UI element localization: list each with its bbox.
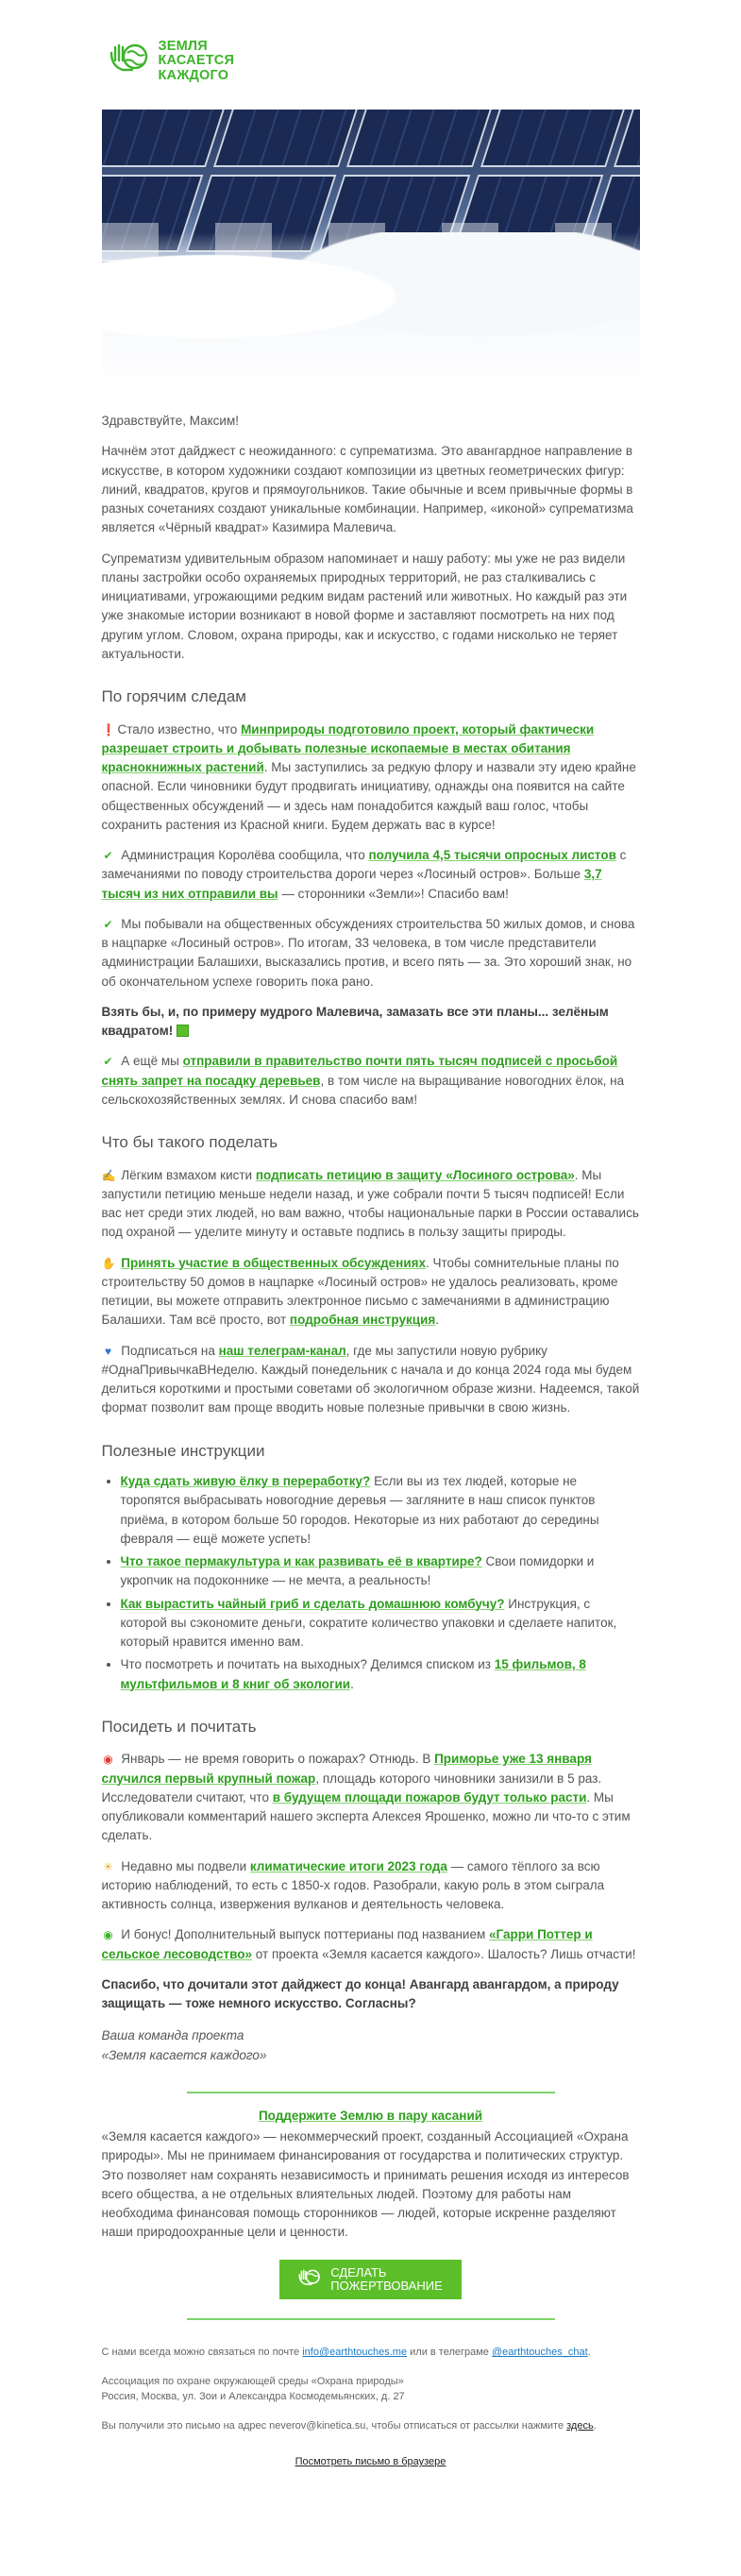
todo-item-2: ✋ Принять участие в общественных обсуждениях. Чтобы сомнительные планы по строительству 50 домов в нацпарке «Лосиный остров» не удалось реализовать, кроме петиции, вы можете отправить электронное письмо с замечаниями в администрацию Балашихи. Там всё просто, вот подробная инструкция.: [101, 1255, 619, 1328]
email-digest: [102, 0, 640, 2508]
list-item: • Что посмотреть и почитать на выходных? Делимся списком из 15 фильмов, 8 мультфильмов и 8 книг об экологии.: [121, 1655, 640, 1694]
hot-item-4: Взять бы, и, по примеру мудрого Малевича, замазать все эти планы... зелёным квадратом!: [101, 1004, 609, 1038]
intro-paragraph-1: Начнём этот дайджест с неожиданного: с супрематизма. Это авангардное направление в искусстве, в котором художники создают композиции из цветных геометрических фигур: линий, квадратов, кругов и прямоугольников. Такие обычные и всем привычные формы в разных сочетаниях создают уникальные комбинации. Например, «иконой» супрематизма является «Чёрный квадрат» Казимира Малевича.: [101, 444, 633, 535]
link-detailed-instruction[interactable]: подробная инструкция: [289, 1313, 436, 1328]
link-supporters-sent[interactable]: 3,7 тысяч из них отправили вы: [101, 867, 602, 901]
divider: [187, 2092, 555, 2093]
section-title-hot: По горячим следам: [101, 687, 246, 705]
red-circle-icon: ◉: [103, 1753, 113, 1767]
support-block: [102, 2092, 640, 2320]
support-title: [102, 2107, 640, 2126]
view-in-browser-link[interactable]: Посмотреть письмо в браузере: [295, 2456, 446, 2468]
link-climate-2023[interactable]: климатические итоги 2023 года: [249, 1858, 447, 1873]
todo-item-1: ✍ Лёгким взмахом кисти подписать петицию в защиту «Лосиного острова». Мы запустили петицию меньше недели назад, и уже собрали почти 5 тысяч подписей! Если вас нет среди этих людей, но вам важно, чтобы национальные парки в России оставались под охраной — уделите минуту и оставьте подпись в пользу защиты природы.: [101, 1167, 639, 1240]
link-petition-losiny[interactable]: подписать петицию в защиту «Лосиного острова»: [255, 1167, 575, 1182]
check-icon: ✔: [103, 917, 113, 931]
link-harry-potter[interactable]: «Гарри Поттер и сельское лесоводство»: [101, 1927, 593, 1961]
check-icon: ✔: [103, 1055, 113, 1069]
logo[interactable]: [109, 34, 640, 89]
earth-hand-logo-icon: [298, 2267, 323, 2292]
closing-text: Спасибо, что дочитали этот дайджест до конца! Авангард авангардом, а природу защищать — тоже немного искусство. Согласны?: [101, 1976, 619, 2010]
pen-icon: ✍: [101, 1168, 116, 1182]
email-link[interactable]: info@earthtouches.me: [302, 2347, 408, 2359]
list-item: • Как вырастить чайный гриб и сделать домашнюю комбучу? Инструкция, с которой вы сэкономите деньги, сократите количество упаковки и сделаете напиток, который нравится именно вам.: [121, 1595, 640, 1652]
signature: [102, 2026, 640, 2065]
snow-layer: [102, 232, 640, 393]
link-signatures-trees[interactable]: отправили в правительство почти пять тысяч подписей с просьбой снять запрет на посадку деревьев: [101, 1054, 618, 1088]
link-primorye-fire[interactable]: Приморье уже 13 января случился первый крупный пожар: [101, 1752, 592, 1786]
link-survey-sheets[interactable]: получила 4,5 тысячи опросных листов: [368, 848, 616, 862]
footer-org: [102, 2374, 640, 2405]
hot-item-2: ✔ Администрация Королёва сообщила, что получила 4,5 тысячи опросных листов с замечаниями по поводу строительства дороги через «Лосиный остров». Больше 3,7 тысяч из них отправили вы — сторонники «Земли»! Спасибо вам!: [101, 848, 627, 901]
donate-button-line-2: ПОЖЕРТВОВАНИЕ: [330, 2278, 443, 2293]
link-permaculture[interactable]: Что такое пермакультура и как развивать её в квартире?: [120, 1554, 482, 1568]
hot-item-3: ✔ Мы побывали на общественных обсуждениях строительства 50 жилых домов, и снова в нацпарке «Лосиный остров». По итогам, 33 человека, в том числе представители администрации Балашихи, высказались против, и всего пять — за. Это хороший знак, но об окончательном успехе говорить пока рано.: [101, 916, 635, 989]
link-fires-grow[interactable]: в будущем площади пожаров будут только расти: [272, 1789, 587, 1805]
section-title-guides: Полезные инструкции: [101, 1441, 265, 1460]
section-title-todo: Что бы такого поделать: [101, 1133, 278, 1151]
donate-button-line-1: СДЕЛАТЬ: [330, 2264, 387, 2279]
link-tree-recycling[interactable]: Куда сдать живую ёлку в переработку?: [120, 1474, 371, 1488]
check-icon: ✔: [103, 849, 113, 862]
section-title-read: Посидеть и почитать: [101, 1717, 257, 1736]
support-text: «Земля касается каждого» — некоммерческий проект, созданный Ассоциацией «Охрана природы». Мы не принимаем финансирования от государства и политических структур. Это позволяет нам сохранять независимость и принимать решения исходя из интересов всего общества, а не отдельных влиятельных людей. Поэтому для работы нам необходима финансовая помощь сторонников — людей, которые искренне разделяют наши природоохранные цели и ценности.: [101, 2129, 630, 2240]
earth-hand-logo-icon: [109, 40, 153, 83]
signature-line-1: Ваша команда проекта: [101, 2028, 244, 2043]
logo-line-2: КАСАЕТСЯ: [158, 53, 235, 69]
unsubscribe-link[interactable]: здесь: [566, 2419, 594, 2432]
greeting: Здравствуйте, Максим!: [101, 414, 239, 428]
org-address: Россия, Москва, ул. Зои и Александра Космодемьянских, д. 27: [101, 2391, 405, 2403]
read-item-2: ☀ Недавно мы подвели климатические итоги 2023 года — самого тёплого за всю историю наблюдений, то есть с 1850-х годов. Разобрали, какую роль в этом сыграла активность солнца, извержения вулканов и деятельность человека.: [101, 1858, 605, 1911]
link-kombucha[interactable]: Как вырастить чайный гриб и сделать домашнюю комбучу?: [120, 1596, 505, 1611]
hot-item-5: ✔ А ещё мы отправили в правительство почти пять тысяч подписей с просьбой снять запрет на посадку деревьев, в том числе на выращивание новогодних ёлок, на сельскохозяйственных землях. И снова спасибо вам!: [101, 1054, 625, 1107]
donate-button[interactable]: [279, 2260, 462, 2300]
link-minprirody-project[interactable]: Минприроды подготовило проект, который фактически разрешает строить и добывать полезные ископаемые в местах обитания краснокнижных растений: [101, 721, 595, 774]
telegram-link[interactable]: @earthtouches_chat: [492, 2347, 588, 2359]
logo-line-3: КАЖДОГО: [158, 67, 229, 83]
todo-item-3: ♥ Подписаться на наш телеграм-канал, где мы запустили новую рубрику #ОднаПривычкаВНеделю. Каждый понедельник с начала и до конца 2024 года мы будем делиться короткими и простыми советами об экологичном образе жизни. Надеемся, такой формат позволит вам проще вводить новые полезные привычки в свою жизнь.: [101, 1343, 640, 1415]
donate-button-wrap: [102, 2260, 640, 2300]
intro-paragraph-2: Супрематизм удивительным образом напоминает и нашу работу: мы уже не раз видели планы застройки особо охраняемых природных территорий, не раз сталкивались с инициативами, угрожающими редким видам растений или животных. Но каждый раз эти уже знакомые истории возникают в новой форме и заставляют посмотреть на них под другим углом. Словом, охрана природы, как и искусство, с годами нисколько не теряет актуальности.: [101, 551, 628, 661]
link-public-discussions[interactable]: Принять участие в общественных обсуждениях: [121, 1255, 427, 1270]
footer-unsubscribe: Вы получили это письмо на адрес neverov@kinetica.su, чтобы отписаться от рассылки нажмите здесь.: [101, 2419, 597, 2432]
org-name: Ассоциация по охране окружающей среды «Охрана природы»: [101, 2375, 404, 2387]
link-telegram-channel[interactable]: наш телеграм-канал: [218, 1343, 346, 1358]
green-square-icon: [177, 1025, 189, 1037]
read-item-1: ◉ Январь — не время говорить о пожарах? Отнюдь. В Приморье уже 13 января случился первый крупный пожар, площадь которого чиновники занизили в 5 раз. Исследователи считают, что в будущем площади пожаров будут только расти. Мы опубликовали комментарий нашего эксперта Алексея Ярошенко, можно ли что-то с этим сделать.: [101, 1752, 631, 1843]
read-item-3: ◉ И бонус! Дополнительный выпуск поттерианы под названием «Гарри Поттер и сельское лесоводство» от проекта «Земля касается каждого». Шалость? Лишь отчасти!: [101, 1927, 636, 1961]
sun-icon: ☀: [103, 1859, 113, 1873]
link-films-books[interactable]: 15 фильмов, 8 мультфильмов и 8 книг об экологии: [120, 1657, 586, 1691]
logo-line-1: ЗЕМЛЯ: [158, 39, 208, 55]
footer: [102, 2345, 640, 2470]
hot-item-1: ❗ Стало известно, что Минприроды подготовило проект, который фактически разрешает строить и добывать полезные ископаемые в местах обитания краснокнижных растений. Мы заступились за редкую флору и назвали эту идею крайне опасной. Если чиновники будут продвигать инициативу, однажды она появится на сайте общественных обсуждений — и здесь нам понадобится каждый ваш голос, чтобы сохранить растения из Красной книги. Будем держать вас в курсе!: [101, 721, 636, 832]
list-item: • Куда сдать живую ёлку в переработку? Если вы из тех людей, которые не торопятся выбрасывать новогодние деревья — загляните в наш список пунктов приёма, в котором больше 50 городов. Некоторые из них работают до середины февраля — ещё можете успеть!: [121, 1472, 640, 1549]
hero-image-solar-panels-snow: [102, 110, 640, 393]
footer-contact: С нами всегда можно связаться по почте info@earthtouches.me или в телеграме @earthtouches_chat.: [101, 2347, 591, 2359]
hand-icon: ✋: [101, 1256, 116, 1270]
signature-line-2: «Земля касается каждого»: [101, 2047, 267, 2062]
list-item: • Что такое пермакультура и как развивать её в квартире? Свои помидорки и укропчик на подоконнике — не мечта, а реальность!: [121, 1552, 640, 1591]
exclamation-icon: ❗: [101, 722, 116, 737]
blue-heart-icon: ♥: [104, 1344, 112, 1358]
link-support-earth[interactable]: Поддержите Землю в пару касаний: [258, 2108, 483, 2123]
divider: [187, 2318, 555, 2320]
logo-text: [159, 40, 235, 83]
guides-list: [121, 1472, 640, 1694]
green-circle-icon: ◉: [103, 1928, 113, 1942]
footer-browser: [102, 2454, 640, 2470]
